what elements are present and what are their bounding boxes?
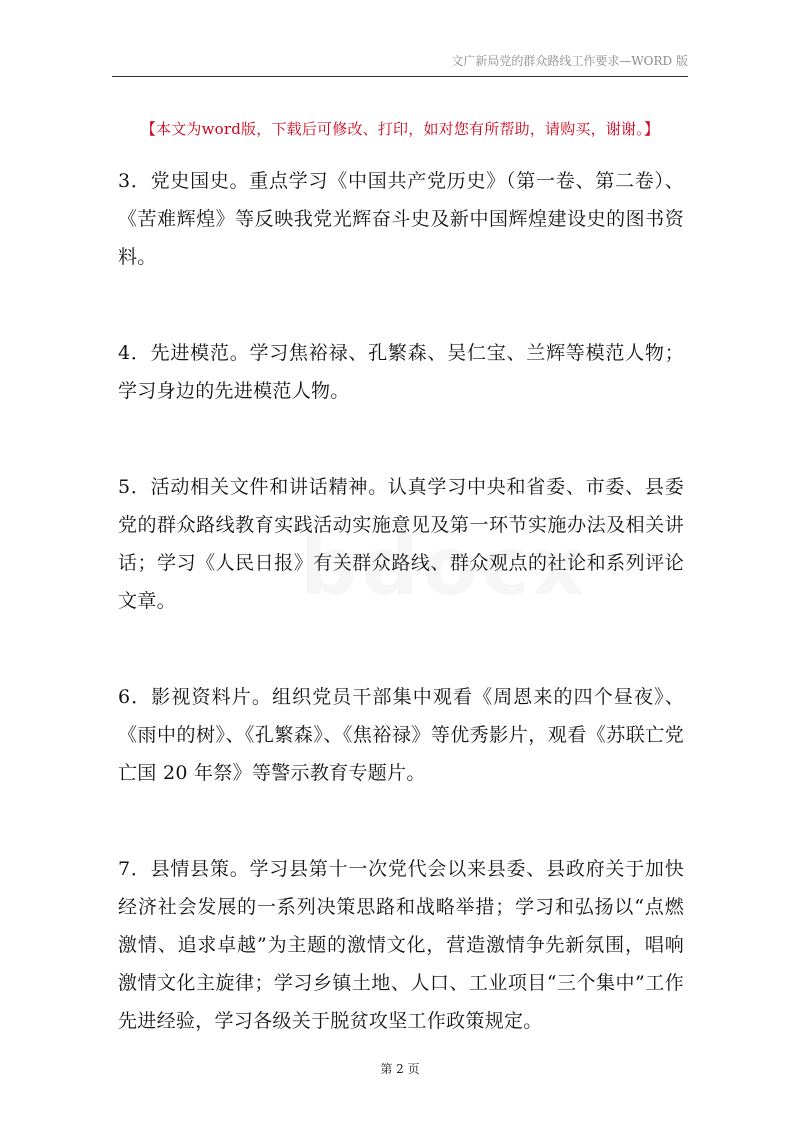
header-title: 文广新局党的群众路线工作要求—WORD 版 — [451, 54, 688, 68]
page-number: 第 2 页 — [380, 1062, 420, 1076]
paragraph-4: 4．先进模范。学习焦裕禄、孔繁森、吴仁宝、兰辉等模范人物；学习身边的先进模范人物。 — [118, 342, 684, 402]
purchase-notice: 【本文为word版，下载后可修改、打印，如对您有所帮助，请购买，谢谢。】 — [140, 120, 660, 138]
document-body — [118, 162, 684, 1040]
page-footer — [0, 1060, 800, 1077]
paragraph-6: 6．影视资料片。组织党员干部集中观看《周恩来的四个昼夜》、《雨中的树》、《孔繁森》、《焦裕禄》等优秀影片，观看《苏联亡党亡国 20 年祭》等警示教育专题片。 — [118, 686, 684, 784]
page-header — [112, 52, 688, 77]
paragraph-5: 5．活动相关文件和讲话精神。认真学习中央和省委、市委、县委党的群众路线教育实践活动实施意见及第一环节实施办法及相关讲话；学习《人民日报》有关群众路线、群众观点的社论和系列评论文章。 — [118, 476, 684, 612]
paragraph-7: 7．县情县策。学习县第十一次党代会以来县委、县政府关于加快经济社会发展的一系列决策思路和战略举措；学习和弘扬以“点燃激情、追求卓越”为主题的激情文化，营造激情争先新氛围，唱响激情文化主旋律；学习乡镇土地、人口、工业项目“三个集中”工作先进经验，学习各级关于脱贫攻坚工作政策规定。 — [118, 858, 684, 1032]
paragraph-3: 3．党史国史。重点学习《中国共产党历史》（第一卷、第二卷）、《苦难辉煌》等反映我党光辉奋斗史及新中国辉煌建设史的图书资料。 — [118, 170, 684, 268]
